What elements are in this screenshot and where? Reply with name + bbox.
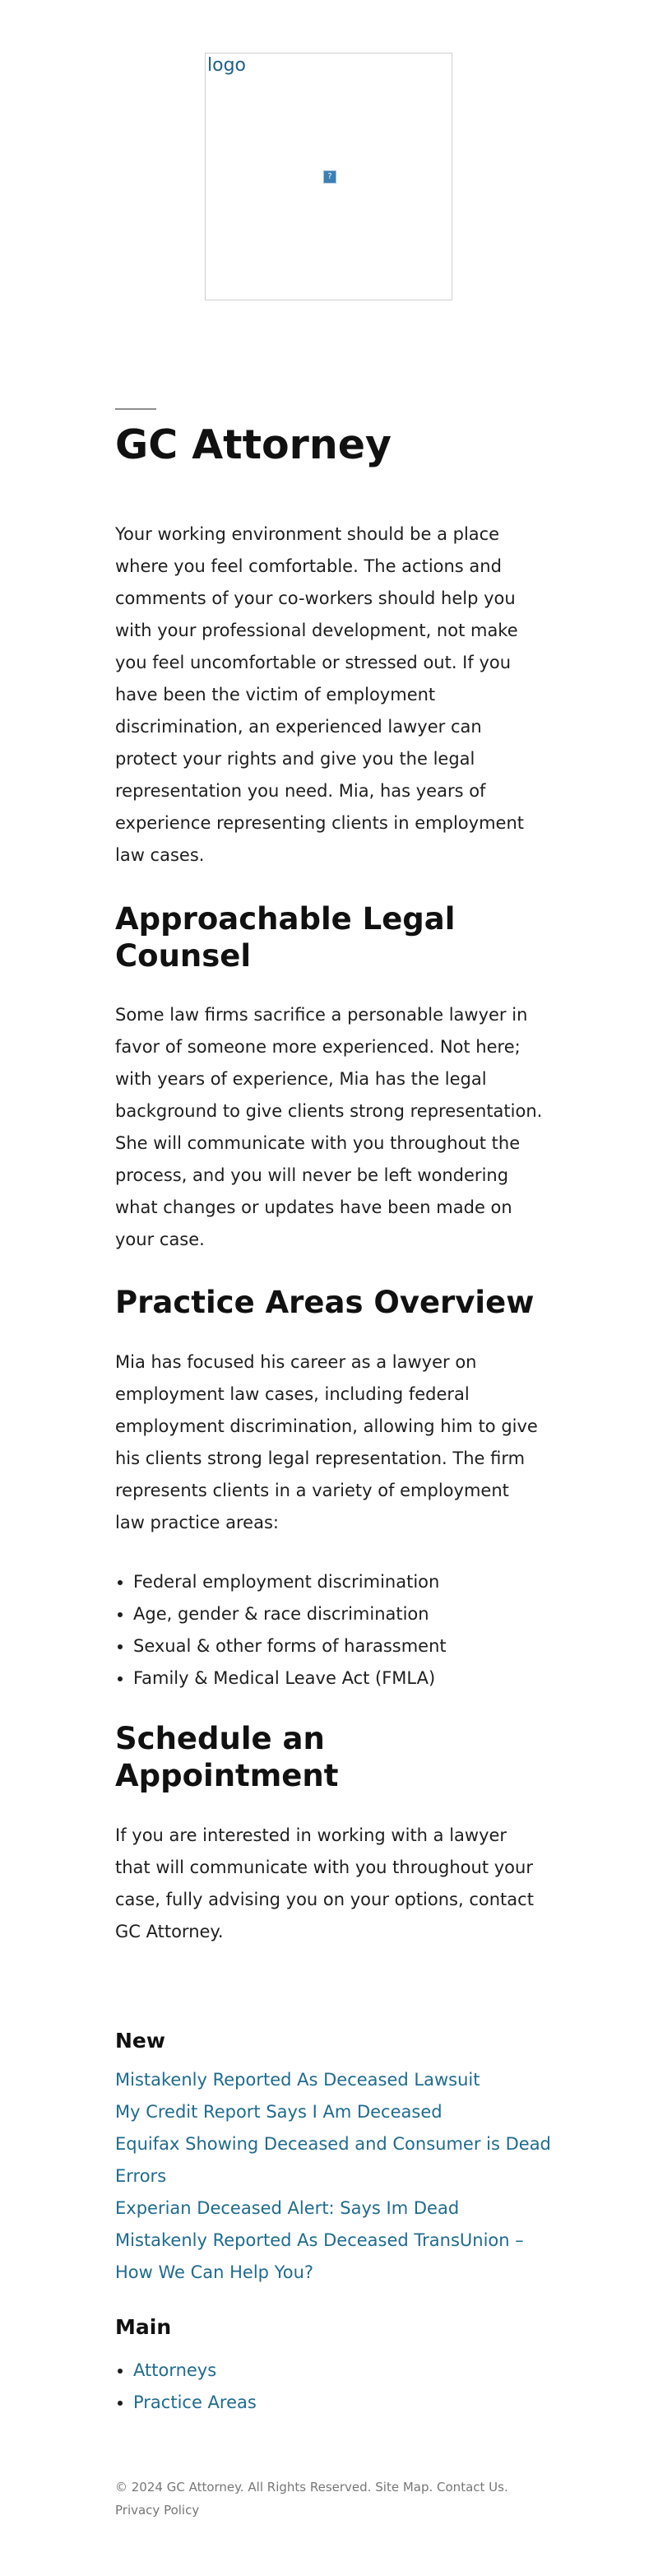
list-item — [133, 2387, 561, 2419]
footer-sitemap-link[interactable]: Site Map. — [375, 2480, 433, 2495]
list-item: • Sexual & other forms of harassment — [133, 1630, 561, 1662]
schedule-paragraph: If you are interested in working with a lawyer that will communicate with you throughout your case, fully advising you on your options, contact GC Attorney. — [115, 1825, 534, 1941]
practice-areas-list — [115, 1566, 561, 1695]
heading-practice-areas-overview: Practice Areas Overview — [115, 1285, 535, 1320]
recent-post-link[interactable]: Equifax Showing Deceased and Consumer is Dead Errors — [115, 2134, 551, 2186]
intro-paragraph: Your working environment should be a place where you feel comfortable. The actions and comments of your co-workers should help you with your professional development, not make you feel uncomfortable or stressed out. If you have been the victim of employment discrimination, an experienced lawyer can protect your rights and give you the legal representation you need. Mia, has years of experience representing clients in employment law cases. — [115, 524, 524, 865]
list-item: • Age, gender & race discrimination — [133, 1598, 561, 1630]
approachable-paragraph: Some law firms sacrifice a personable lawyer in favor of someone more experienced. Not here; with years of experience, Mia has the legal background to give clients strong representation. She will communicate with you throughout the process, and you will never be left wondering what changes or updates have been made on your case. — [115, 1005, 543, 1249]
recent-post-link[interactable]: Mistakenly Reported As Deceased Lawsuit — [115, 2070, 480, 2090]
footer-copyright: © 2024 GC Attorney. All Rights Reserved. — [115, 2480, 372, 2495]
logo-link[interactable]: logo — [207, 55, 246, 76]
page-title: GC Attorney — [115, 421, 392, 468]
recent-post-link[interactable]: My Credit Report Says I Am Deceased — [115, 2102, 443, 2122]
site-footer — [115, 2476, 551, 2522]
footer-privacy-link[interactable]: Privacy Policy — [115, 2503, 200, 2518]
broken-image-icon: ? — [323, 170, 336, 184]
widget-title-main: Main — [115, 2315, 172, 2339]
recent-posts-list — [115, 2064, 551, 2289]
footer-contact-link[interactable]: Contact Us. — [437, 2480, 508, 2495]
recent-post-link[interactable]: Experian Deceased Alert: Says Im Dead — [115, 2198, 460, 2218]
menu-link-practice-areas[interactable]: Practice Areas — [133, 2392, 257, 2412]
list-item: • Family & Medical Leave Act (FMLA) — [133, 1662, 561, 1695]
list-item: • Federal employment discrimination — [133, 1566, 561, 1598]
logo-image-frame[interactable] — [205, 53, 452, 300]
widget-title-new: New — [115, 2029, 165, 2053]
heading-schedule-appointment: Schedule an Appointment — [115, 1721, 339, 1793]
recent-post-link[interactable]: Mistakenly Reported As Deceased TransUnion – How We Can Help You? — [115, 2230, 524, 2282]
main-menu-list — [115, 2355, 561, 2419]
list-item — [133, 2355, 561, 2387]
heading-approachable-legal-counsel: Approachable Legal Counsel — [115, 901, 456, 974]
title-separator — [115, 408, 156, 410]
practice-areas-paragraph: Mia has focused his career as a lawyer on employment law cases, including federal employment discrimination, allowing him to give his clients strong legal representation. The firm represents clients in a variety of employment law practice areas: — [115, 1352, 538, 1532]
menu-link-attorneys[interactable]: Attorneys — [133, 2360, 217, 2380]
